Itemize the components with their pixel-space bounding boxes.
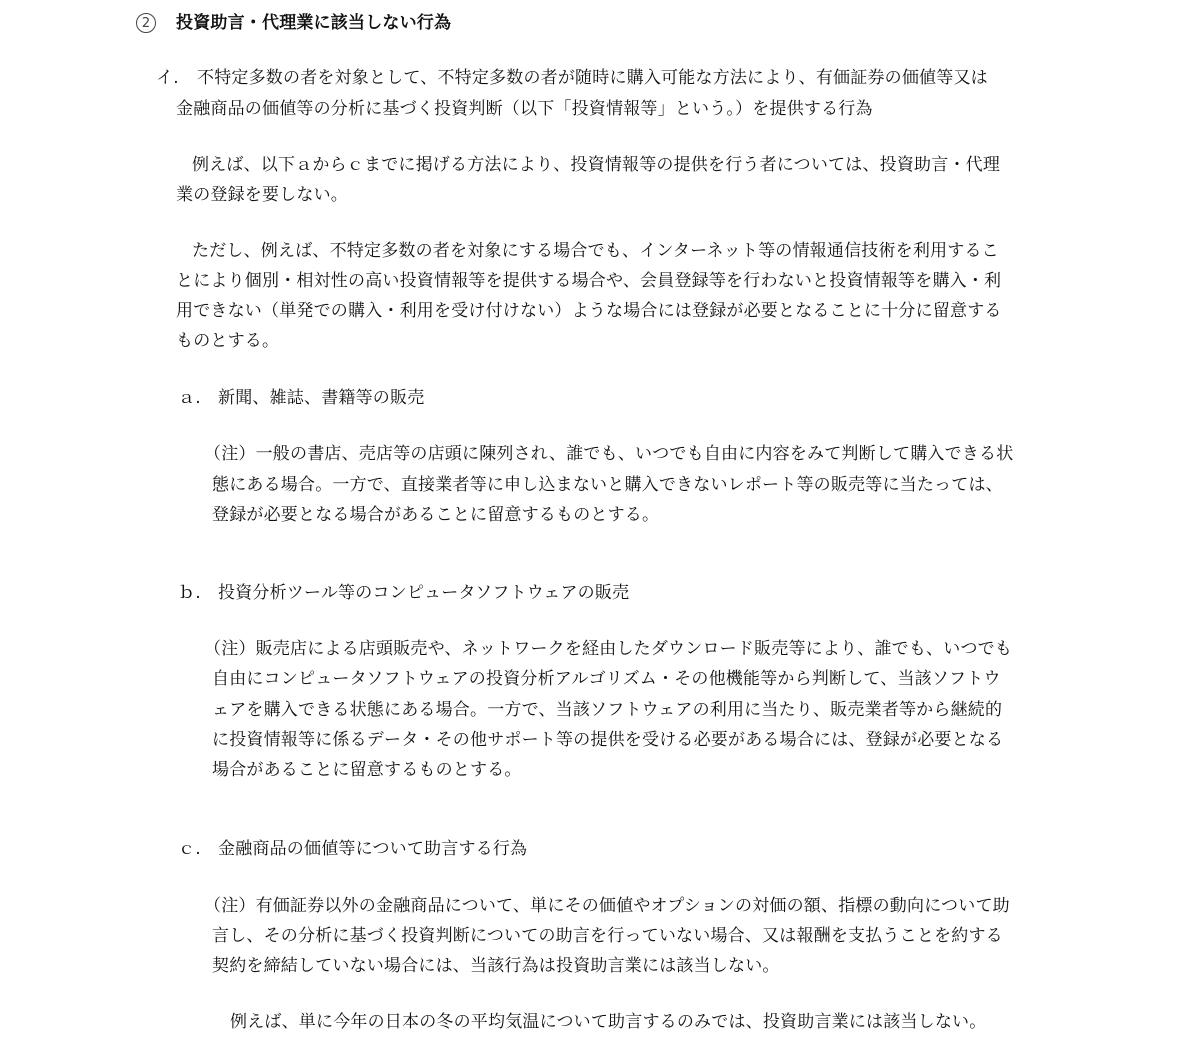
example-paragraph-line: 業の登録を要しない。 bbox=[176, 185, 348, 205]
example-paragraph-line: 例えば、以下ａからｃまでに掲げる方法により、投資情報等の提供を行う者については、投資助言・代理 bbox=[192, 155, 1001, 175]
however-paragraph-line: ただし、例えば、不特定多数の者を対象にする場合でも、インターネット等の情報通信技術を利用するこ bbox=[192, 241, 999, 261]
item-b-note-line: 場合があることに留意するものとする。 bbox=[212, 760, 522, 780]
item-i-line: 金融商品の価値等の分析に基づく投資判断（以下「投資情報等」という。）を提供する行為 bbox=[176, 99, 873, 119]
item-b-marker: ｂ. bbox=[178, 583, 201, 603]
item-a-marker: ａ. bbox=[178, 388, 201, 408]
however-paragraph-line: ものとする。 bbox=[176, 331, 280, 351]
however-paragraph-line: 用できない（単発での購入・利用を受け付けない）ような場合には登録が必要となることに十分に留意する bbox=[176, 301, 1002, 321]
item-i-line: 不特定多数の者を対象として、不特定多数の者が随時に購入可能な方法により、有価証券の価値等又は bbox=[197, 68, 988, 88]
item-c-title: 金融商品の価値等について助言する行為 bbox=[218, 839, 528, 859]
item-c-example: 例えば、単に今年の日本の冬の平均気温について助言するのみでは、投資助言業には該当しない。 bbox=[230, 1012, 987, 1032]
item-c-note-line: 言し、その分析に基づく投資判断についての助言を行っていない場合、又は報酬を支払うことを約する bbox=[212, 926, 1003, 946]
section-title: 投資助言・代理業に該当しない行為 bbox=[176, 13, 452, 33]
item-a-note-line: （注）一般の書店、売店等の店頭に陳列され、誰でも、いつでも自由に内容をみて判断して購入できる状 bbox=[204, 444, 1014, 464]
item-b-title: 投資分析ツール等のコンピュータソフトウェアの販売 bbox=[218, 583, 630, 603]
item-a-title: 新聞、雑誌、書籍等の販売 bbox=[218, 388, 425, 408]
item-i-marker: イ. bbox=[156, 68, 179, 88]
item-c-note-line: 契約を締結していない場合には、当該行為は投資助言業には該当しない。 bbox=[212, 956, 780, 976]
item-c-marker: ｃ. bbox=[178, 839, 201, 859]
item-b-note-line: （注）販売店による店頭販売や、ネットワークを経由したダウンロード販売等により、誰でも、いつでも bbox=[204, 639, 1013, 659]
item-a-note-line: 態にある場合。一方で、直接業者等に申し込まないと購入できないレポート等の販売等に当たっては、 bbox=[212, 475, 1003, 495]
section-number: 2 bbox=[136, 13, 156, 33]
item-b-note-line: ェアを購入できる状態にある場合。一方で、当該ソフトウェアの利用に当たり、販売業者等から継続的 bbox=[212, 700, 1003, 720]
item-b-note-line: 自由にコンピュータソフトウェアの投資分析アルゴリズム・その他機能等から判断して、当該ソフトウ bbox=[212, 669, 1001, 689]
item-b-note-line: に投資情報等に係るデータ・その他サポート等の提供を受ける必要がある場合には、登録が必要となる bbox=[212, 730, 1004, 750]
item-a-note-line: 登録が必要となる場合があることに留意するものとする。 bbox=[212, 505, 660, 525]
however-paragraph-line: とにより個別・相対性の高い投資情報等を提供する場合や、会員登録等を行わないと投資情報等を購入・利 bbox=[176, 271, 1002, 291]
item-c-note-line: （注）有価証券以外の金融商品について、単にその価値やオプションの対価の額、指標の動向について助 bbox=[204, 896, 1010, 916]
